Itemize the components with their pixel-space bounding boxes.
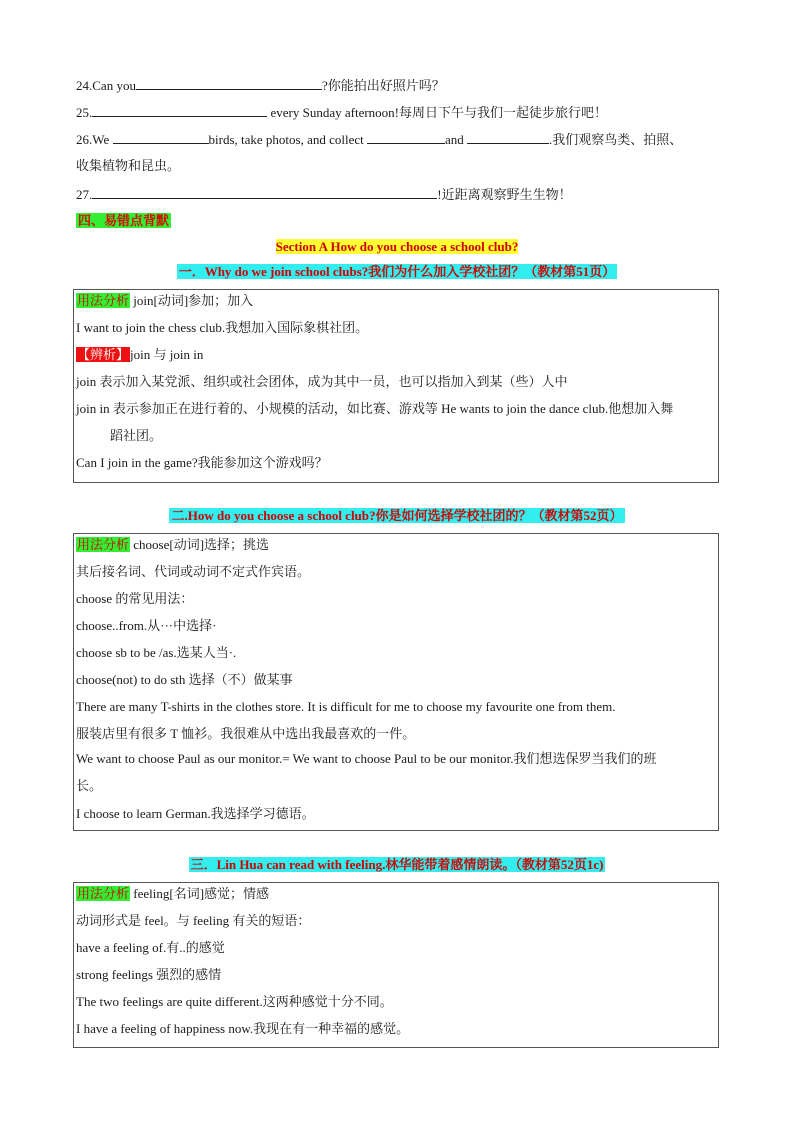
answer-blank[interactable] xyxy=(92,185,437,199)
block-3-heading xyxy=(0,856,794,874)
block-2-heading xyxy=(0,507,794,525)
bianxi-row xyxy=(76,346,714,364)
block-heading-text: 一．Why do we join school clubs?我们为什么加入学校社团？（教材第51页） xyxy=(178,264,616,279)
section-label xyxy=(76,212,724,230)
example-line: There are many T-shirts in the clothes store. It is difficult for me to choose my favourite one from them. xyxy=(76,699,616,714)
block-1-heading xyxy=(0,263,794,281)
exercise-27 xyxy=(76,185,724,204)
exercise-26 xyxy=(76,130,724,149)
usage-row xyxy=(76,536,714,554)
block-2-box xyxy=(73,533,719,831)
usage-pattern: choose..from.从···中选择· xyxy=(76,618,217,633)
example-line: We want to choose Paul as our monitor.= We want to choose Paul to be our monitor.我们想选保罗当我们的班 xyxy=(76,751,657,766)
exercise-number: 26. xyxy=(76,132,93,147)
example-line: I want to join the chess club.我想加入国际象棋社团。 xyxy=(76,320,369,335)
section-label-text: 四、易错点背默 xyxy=(78,213,170,228)
usage-tag: 用法分析 xyxy=(77,293,130,308)
exercise-text: every Sunday afternoon!每周日下午与我们一起徒步旅行吧！ xyxy=(267,105,608,120)
example-line: The two feelings are quite different.这两种感觉十分不同。 xyxy=(76,994,393,1009)
answer-blank[interactable] xyxy=(92,103,267,117)
exercise-text: !近距离观察野生生物！ xyxy=(437,187,572,202)
usage-text: join[动词]参加；加入 xyxy=(130,293,254,308)
bianxi-tag: 【辨析】 xyxy=(77,347,130,362)
usage-text: choose[动词]选择；挑选 xyxy=(130,537,270,552)
block-heading-text: 三．Lin Hua can read with feeling.林华能带着感情朗读。（教材第52页1c) xyxy=(190,857,604,872)
explanation-line: join 表示加入某党派、组织或社会团体，成为其中一员，也可以指加入到某（些）人中 xyxy=(76,374,568,389)
block-3-box xyxy=(73,882,719,1048)
usage-row xyxy=(76,292,714,310)
phrase-line: strong feelings 强烈的感情 xyxy=(76,967,222,982)
exercise-26-continued xyxy=(76,157,724,175)
exercise-text: We xyxy=(92,132,113,147)
example-line: I have a feeling of happiness now.我现在有一种幸福的感觉。 xyxy=(76,1021,410,1036)
bianxi-text: join 与 join in xyxy=(130,347,204,362)
explanation-line: 动词形式是 feel。与 feeling 有关的短语： xyxy=(76,913,311,928)
answer-blank[interactable] xyxy=(467,130,549,144)
exercise-text: Can you xyxy=(92,78,136,93)
answer-blank[interactable] xyxy=(136,76,322,90)
usage-tag: 用法分析 xyxy=(77,886,130,901)
exercise-24 xyxy=(76,76,724,95)
explanation-line: 其后接名词、代词或动词不定式作宾语。 xyxy=(76,564,311,579)
explanation-line: 蹈社团。 xyxy=(110,428,163,443)
answer-blank[interactable] xyxy=(113,130,209,144)
answer-blank[interactable] xyxy=(367,130,445,144)
phrase-line: have a feeling of.有..的感觉 xyxy=(76,940,225,955)
block-heading-text: 二.How do you choose a school club?你是如何选择学校社团的？（教材第52页） xyxy=(171,508,623,523)
usage-tag: 用法分析 xyxy=(77,537,130,552)
exercise-text: .我们观察鸟类、拍照、 xyxy=(549,132,683,147)
exercise-text: 收集植物和昆虫。 xyxy=(76,158,181,173)
usage-row xyxy=(76,885,714,903)
exercise-number: 24. xyxy=(76,78,93,93)
exercise-text: birds, take photos, and collect xyxy=(208,132,367,147)
exercise-25 xyxy=(76,103,724,122)
usage-pattern: choose sb to be /as.选某人当·. xyxy=(76,645,237,660)
usage-text: feeling[名词]感觉；情感 xyxy=(130,886,270,901)
example-line: 长。 xyxy=(76,778,103,793)
block-1-box xyxy=(73,289,719,483)
example-line: 服装店里有很多 T 恤衫。我很难从中选出我最喜欢的一件。 xyxy=(76,726,416,741)
example-line: I choose to learn German.我选择学习德语。 xyxy=(76,806,315,821)
exercise-text: and xyxy=(445,132,468,147)
exercise-number: 27. xyxy=(76,187,93,202)
example-line: Can I join in the game?我能参加这个游戏吗？ xyxy=(76,455,328,470)
usage-pattern: choose(not) to do sth 选择（不）做某事 xyxy=(76,672,293,687)
explanation-line: choose 的常见用法： xyxy=(76,591,194,606)
section-title-text: Section A How do you choose a school club? xyxy=(275,239,519,254)
exercise-text: ?你能拍出好照片吗？ xyxy=(321,78,445,93)
section-title xyxy=(0,238,794,256)
exercise-number: 25. xyxy=(76,105,93,120)
explanation-line: join in 表示参加正在进行着的、小规模的活动，如比赛、游戏等 He wants to join the dance club.他想加入舞 xyxy=(76,401,674,416)
